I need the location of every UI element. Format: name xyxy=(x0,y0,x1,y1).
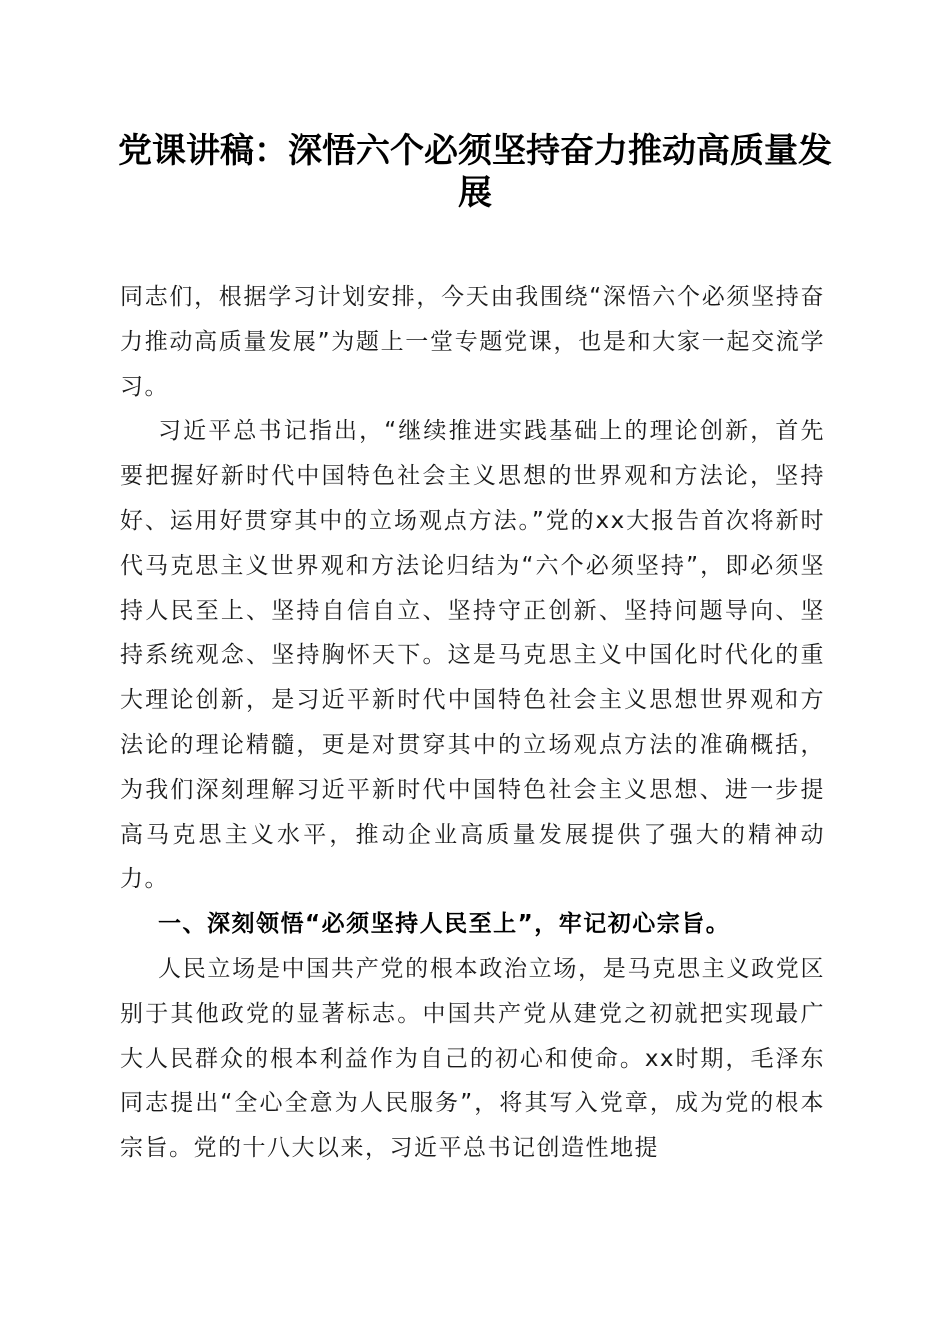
paragraph-xi-quote: 习近平总书记指出，“继续推进实践基础上的理论创新，首先要把握好新时代中国特色社会主义思想的世界观和方法论，坚持好、运用好贯穿其中的立场观点方法。”党的xx大报告首次将新时代马克思主义世界观和方法论归结为“六个必须坚持”，即必须坚持人民至上、坚持自信自立、坚持守正创新、坚持问题导向、坚持系统观念、坚持胸怀天下。这是马克思主义中国化时代化的重大理论创新，是习近平新时代中国特色社会主义思想世界观和方法论的理论精髓，更是对贯穿其中的立场观点方法的准确概括，为我们深刻理解习近平新时代中国特色社会主义思想、进一步提高马克思主义水平，推动企业高质量发展提供了强大的精神动力。 xyxy=(120,418,825,893)
paragraph-people-stance: 人民立场是中国共产党的根本政治立场，是马克思主义政党区别于其他政党的显著标志。中国共产党从建党之初就把实现最广大人民群众的根本利益作为自己的初心和使命。xx时期，毛泽东同志提出“全心全意为人民服务”，将其写入党章，成为党的根本宗旨。党的十八大以来，习近平总书记创造性地提 xyxy=(120,955,825,1162)
document-title: 党课讲稿：深悟六个必须坚持奋力推动高质量发展 xyxy=(118,131,832,213)
section-heading-1: 一、深刻领悟“必须坚持人民至上”，牢记初心宗旨。 xyxy=(158,911,731,938)
document-body xyxy=(120,275,825,1171)
intro-paragraph: 同志们，根据学习计划安排，今天由我围绕“深悟六个必须坚持奋力推动高质量发展”为题上一堂专题党课，也是和大家一起交流学习。 xyxy=(120,284,825,400)
